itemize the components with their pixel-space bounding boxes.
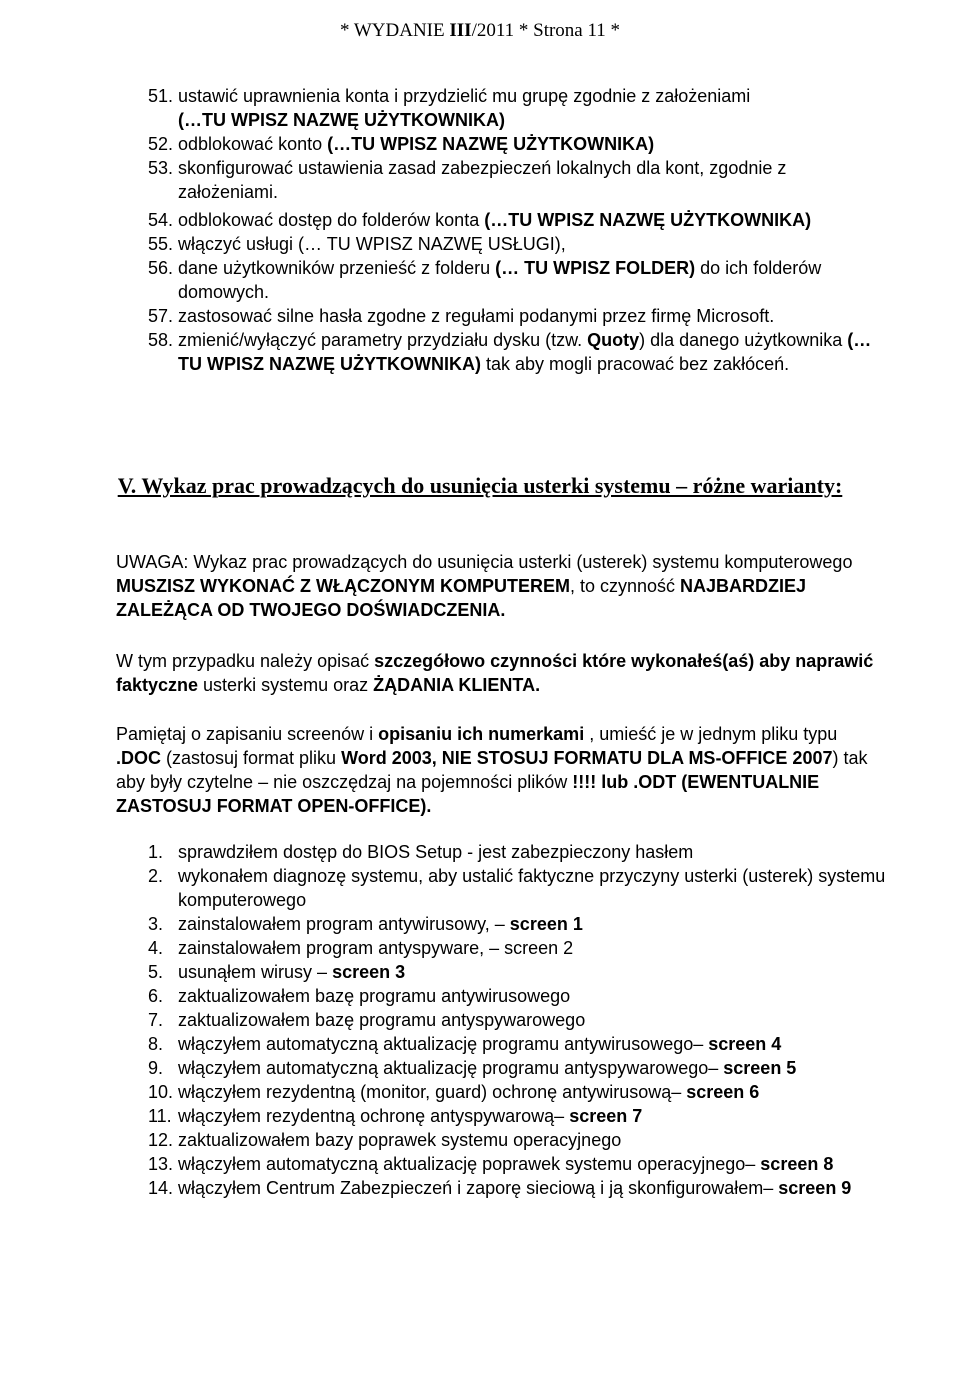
list-item: 13. włączyłem automatyczną aktualizację poprawek systemu operacyjnego– screen 8 [148,1154,834,1174]
section-heading: V. Wykaz prac prowadzących do usunięcia usterki systemu – różne warianty: [117,473,843,498]
item-placeholder: (…TU WPISZ NAZWĘ UŻYTKOWNIKA) [484,210,812,230]
screenshot-paragraph: Pamiętaj o zapisaniu screenów i opisaniu ich numerkami , umieść je w jednym pliku typu .DOC (zastosuj format pliku Word 2003, NIE STOSUJ FORMATU DLA MS-OFFICE 2007) tak aby były czytelne – nie oszczędzaj na pojemności plików !!!! lub .ODT (EWENTUALNIE ZASTOSUJ FORMAT OPEN-OFFICE). [116,724,868,816]
list-item: 2. wykonałem diagnozę systemu, aby ustalić faktyczne przyczyny usterki (usterek) systemu komputerowego [148,866,886,910]
item-keyword: Quoty [587,330,640,350]
item-placeholder: (…TU WPISZ NAZWĘ UŻYTKOWNIKA) [327,134,655,154]
list-item [148,84,888,132]
item-placeholder: (…TU WPISZ NAZWĘ UŻYTKOWNIKA) [178,110,505,130]
item-number: 55. [148,234,174,254]
item-number: 51. [148,86,174,106]
list-item: 1. sprawdziłem dostęp do BIOS Setup - jest zabezpieczony hasłem [148,842,694,862]
item-text: odblokować konto [178,134,328,154]
item-text: tak aby mogli pracować bez zakłóceń. [480,354,790,374]
list-item: 8. włączyłem automatyczną aktualizację programu antywirusowego– screen 4 [148,1034,782,1054]
item-text: włączyć usługi (… TU WPISZ NAZWĘ USŁUGI), [178,234,566,254]
page-header [0,20,960,42]
list-item: 14. włączyłem Centrum Zabezpieczeń i zaporę sieciową i ją skonfigurowałem– screen 9 [148,1178,852,1198]
list-item: 10. włączyłem rezydentną (monitor, guard) ochronę antywirusową– screen 6 [148,1082,760,1102]
item-text: do ich folderów domowych. [178,258,822,302]
list-item [148,304,888,328]
list-item [148,256,888,304]
item-placeholder: (…TU WPISZ NAZWĘ UŻYTKOWNIKA) [178,330,872,374]
item-number: 52. [148,134,174,154]
item-number: 58. [148,330,174,350]
item-placeholder: (… TU WPISZ FOLDER) [495,258,696,278]
warning-paragraph: UWAGA: Wykaz prac prowadzących do usunięcia usterki (usterek) systemu komputerowego MUSZISZ WYKONAĆ Z WŁĄCZONYM KOMPUTEREM, to czynność NAJBARDZIEJ ZALEŻĄCA OD TWOJEGO DOŚWIADCZENIA. [116,552,853,620]
header-edition: III [449,20,472,41]
list-item: 11. włączyłem rezydentną ochronę antyspywarową– screen 7 [148,1106,643,1126]
item-text: zmienić/wyłączyć parametry przydziału dysku (tzw. [178,330,588,350]
item-text: ) dla danego użytkownika [639,330,848,350]
item-text: skonfigurować ustawienia zasad zabezpieczeń lokalnych dla kont, zgodnie z założeniami. [178,158,787,202]
instruction-paragraph: W tym przypadku należy opisać szczegółowo czynności które wykonałeś(aś) aby naprawić faktyczne usterki systemu oraz ŻĄDANIA KLIENTA. [116,651,874,695]
list-item: 12. zaktualizowałem bazy poprawek systemu operacyjnego [148,1130,622,1150]
list-item [148,156,888,204]
header-prefix: * WYDANIE [339,20,450,41]
item-number: 57. [148,306,174,326]
item-number: 53. [148,158,174,178]
item-text: ustawić uprawnienia konta i przydzielić mu grupę zgodnie z założeniami [178,86,751,106]
list-item [148,208,888,232]
list-item: 7. zaktualizowałem bazę programu antyspywarowego [148,1010,586,1030]
item-number: 56. [148,258,174,278]
list-item: 3. zainstalowałem program antywirusowy, – screen 1 [148,914,583,934]
item-text: odblokować dostęp do folderów konta [178,210,485,230]
list-item: 5. usunąłem wirusy – screen 3 [148,962,406,982]
header-suffix: /2011 * Strona 11 * [471,20,621,41]
list-item [148,232,888,256]
list-item [148,328,888,376]
list-item [148,132,888,156]
list-item: 4. zainstalowałem program antyspyware, – screen 2 [148,938,574,958]
item-number: 54. [148,210,174,230]
steps-list-top [148,84,888,376]
list-item: 9. włączyłem automatyczną aktualizację programu antyspywarowego– screen 5 [148,1058,797,1078]
list-item: 6. zaktualizowałem bazę programu antywirusowego [148,986,571,1006]
item-text: dane użytkowników przenieść z folderu [178,258,496,278]
steps-list-bottom [148,840,888,1200]
item-text: zastosować silne hasła zgodne z regułami podanymi przez firmę Microsoft. [178,306,775,326]
